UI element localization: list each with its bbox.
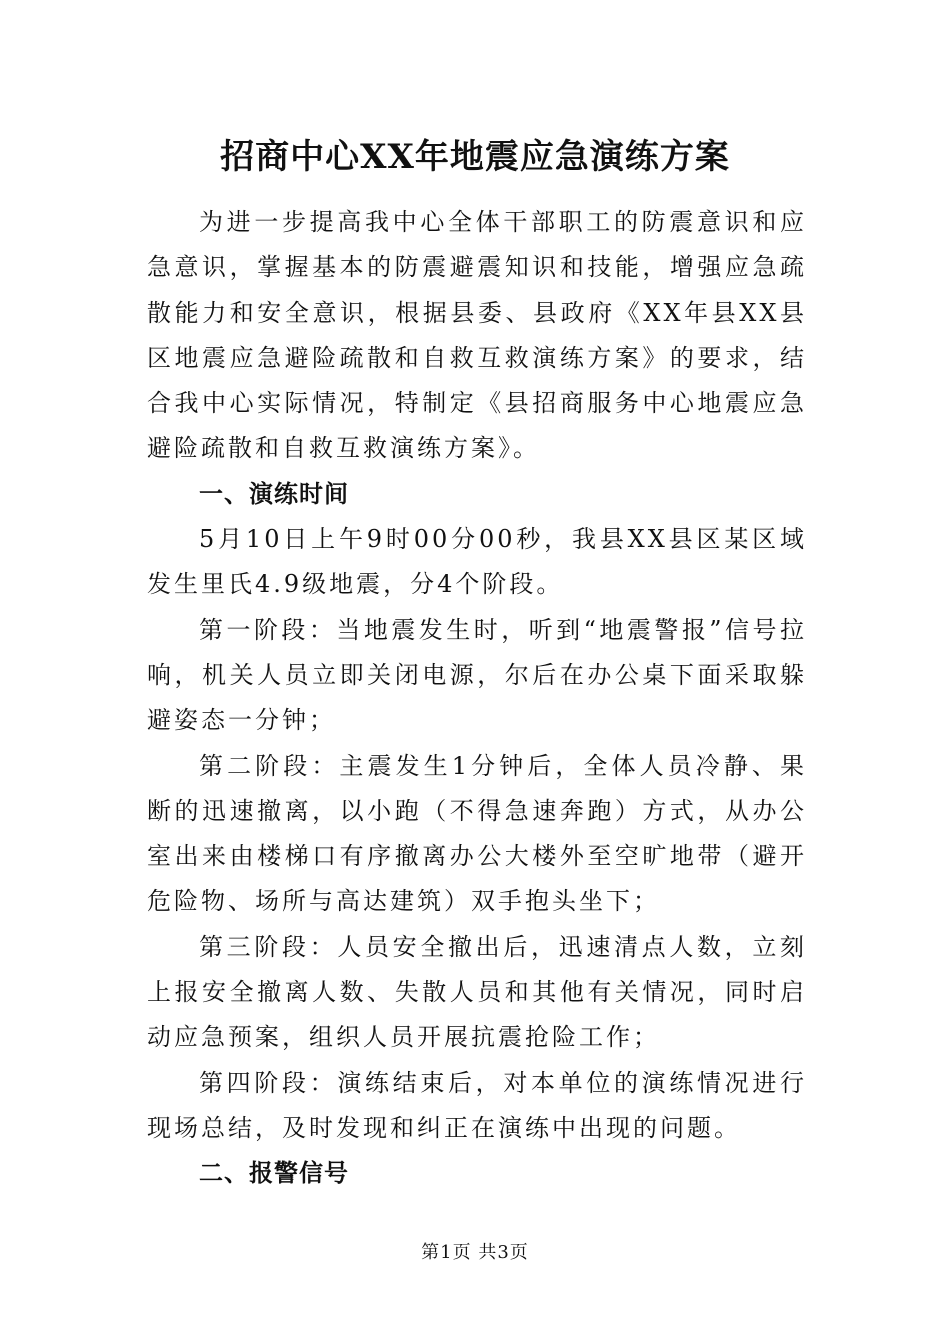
- drill-time-paragraph: 5月10日上午9时00分00秒，我县XX县区某区域发生里氏4.9级地震，分4个阶段。: [147, 525, 807, 599]
- stage-two-paragraph: 第二阶段：主震发生1分钟后，全体人员冷静、果断的迅速撤离，以小跑（不得急速奔跑）方式，从办公室出来由楼梯口有序撤离办公大楼外至空旷地带（避开危险物、场所与高达建筑）双手抱头坐下；: [147, 751, 807, 916]
- stage-three-paragraph: 第三阶段：人员安全撤出后，迅速清点人数，立刻上报安全撤离人数、失散人员和其他有关情况，同时启动应急预案，组织人员开展抗震抢险工作；: [147, 932, 807, 1052]
- stage-one-paragraph: 第一阶段：当地震发生时，听到“地震警报”信号拉响，机关人员立即关闭电源，尔后在办公桌下面采取躲避姿态一分钟；: [147, 615, 807, 735]
- stage-four-paragraph: 第四阶段：演练结束后，对本单位的演练情况进行现场总结，及时发现和纠正在演练中出现的问题。: [147, 1068, 807, 1142]
- intro-paragraph: 为进一步提高我中心全体干部职工的防震意识和应急意识，掌握基本的防震避震知识和技能，增强应急疏散能力和安全意识，根据县委、县政府《XX年县XX县区地震应急避险疏散和自救互救演练方案》的要求，结合我中心实际情况，特制定《县招商服务中心地震应急避险疏散和自救互救演练方案》。: [147, 208, 807, 463]
- section-heading-drill-time: 一、演练时间: [199, 479, 349, 508]
- section-heading-alarm-signal: 二、报警信号: [199, 1159, 349, 1188]
- document-body: [147, 200, 807, 1197]
- document-title: 招商中心XX年地震应急演练方案: [220, 137, 730, 177]
- page-number: 第1页 共3页: [421, 1242, 529, 1263]
